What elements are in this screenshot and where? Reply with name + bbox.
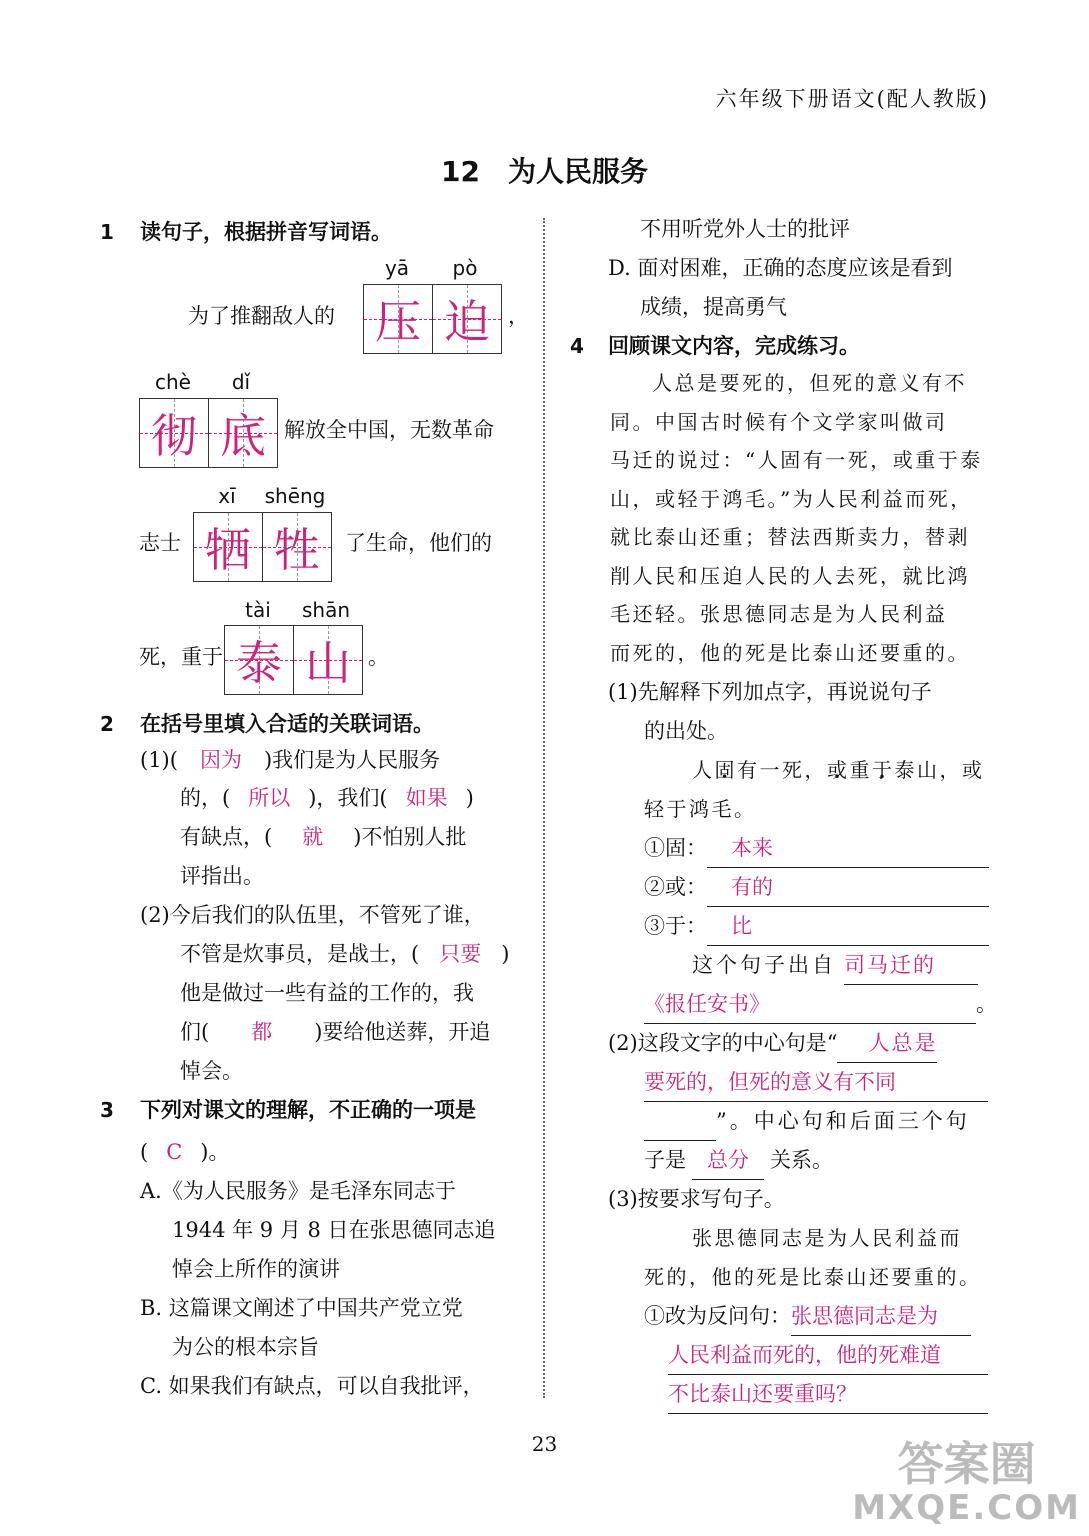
answer-cell: 山 [294,626,362,694]
q1-line3-start: 志士 [139,531,181,555]
q3-title: 下列对课文的理解，不正确的一项是 [140,1098,476,1122]
q3-option-a: A.《为人民服务》是毛泽东同志于 [140,1179,456,1203]
q3-option-b: B. 这篇课文阐述了中国共产党立党 [140,1296,463,1320]
q2-number: 2 [100,712,114,736]
tianzige-grid [363,284,502,354]
pinyin: dǐ [231,370,251,394]
q2-line: 有缺点，( 就 )不怕别人批 [180,825,467,849]
tianzige-grid [193,512,332,582]
lesson-name: 为人民服务 [507,155,648,188]
q4-part2: (2)这段文字的中心句是“ 人总是 [608,1024,937,1063]
q4-part1: (1)先解释下列加点字，再说说句子 [608,680,932,704]
q4-yu: ③于： 比 [644,907,989,946]
q1-line4-start: 死，重于 [139,645,223,669]
passage-line: 同。中国古时候有个文学家叫做司 [610,410,948,434]
q4-rewrite: 人民利益而死的，他的死难道 [668,1336,988,1375]
q4-huo: ②或： 有的 [644,868,989,907]
passage-line: 削人民和压迫人民的人去死，就比鸿 [610,564,970,588]
answer-cell: 牲 [263,513,331,581]
answer-cell: 牺 [194,513,263,581]
q3-option-a: 1944 年 9 月 8 日在张思德同志追 [172,1218,496,1242]
q2-title: 在括号里填入合适的关联词语。 [140,712,434,736]
q3-option-d: D. 面对困难，正确的态度应该是看到 [608,256,953,280]
answer-cell: 泰 [225,626,294,694]
q4-title: 回顾课文内容，完成练习。 [608,334,860,358]
answer-cell: 底 [209,399,277,467]
q3-option-d: 成绩，提高勇气 [640,295,787,319]
q2-line: 评指出。 [180,864,264,888]
passage-line: 马迁的说过：“人固有一死，或重于泰 [610,448,983,472]
q4-rewrite: ①改为反问句：张思德同志是为 [644,1297,971,1336]
q4-part1: 的出处。 [644,719,728,743]
q4-part2: ”。中心句和后面三个句 [644,1102,970,1141]
pinyin: yā [384,256,410,280]
pinyin: shān [301,598,351,622]
q1-number: 1 [100,220,114,244]
q1-line1-text: 为了推翻敌人的 [188,304,335,328]
q1-title: 读句子，根据拼音写词语。 [140,220,392,244]
q3-option-a: 悼会上所作的演讲 [172,1257,340,1281]
passage-line: 而死的，他的死是比泰山还要重的。 [610,641,970,665]
q3-option-c: 不用听党外人士的批评 [640,217,850,241]
q4-number: 4 [570,334,584,358]
q3-option-c: C. 如果我们有缺点，可以自我批评， [140,1374,484,1398]
watermark-logo: 答案圈 MXQE.COM [852,1437,1081,1528]
page-number: 23 [531,1432,558,1456]
q2-line: (2)今后我们的队伍里，不管死了谁， [140,903,485,927]
book-title: 六年级下册语文(配人教版) [715,87,989,111]
q4-quote: 轻于鸿毛。 [644,797,757,821]
q4-part2: 子是 总分 关系。 [644,1141,833,1180]
passage-line: 山，或轻于鸿毛。”为人民利益而死， [610,487,973,511]
q4-quote: 张思德同志是为人民利益而 [692,1226,962,1250]
q2-line: 他是做过一些有益的工作的，我 [180,981,474,1005]
column-divider [543,218,545,1398]
q4-gu: ①固： 本来 [644,829,989,868]
q1-line4-end: 。 [368,645,389,669]
tianzige-grid [224,625,363,695]
lesson-number: 12 [441,155,480,188]
answer-cell: 迫 [433,285,501,353]
q2-line: 不管是炊事员，是战士，( 只要 ) [180,942,510,966]
q4-source: 《报任安书》 。 [644,985,997,1024]
q3-answer-line: ( C )。 [140,1140,230,1164]
passage-line: 毛还轻。张思德同志是为人民利益 [610,602,948,626]
q2-line: 的，( 所以 )，我们( 如果 ) [180,786,474,810]
q4-quote: 死的，他的死是比泰山还要重的。 [644,1265,982,1289]
lesson-title [0,150,1089,190]
q4-quote: 人固有一死，或重于泰山，或 [692,758,985,782]
q2-line: 悼会。 [180,1059,243,1083]
passage-line: 人总是要死的，但死的意义有不 [652,371,967,395]
q4-part3: (3)按要求写句子。 [608,1187,785,1211]
pinyin: shēng [264,484,326,508]
passage-line: 就比泰山还重；替法西斯卖力，替剥 [610,525,970,549]
q4-source: 这个句子出自 司马迁的 [692,946,978,985]
q3-number: 3 [100,1098,114,1122]
answer-cell: 彻 [140,399,209,467]
q4-part2: 要死的，但死的意义有不同 [644,1063,988,1102]
q1-line3-text: 了生命，他们的 [345,531,492,555]
pinyin: xī [218,484,236,508]
pinyin: pò [452,256,478,280]
q2-line: 们( 都 )要给他送葬，开追 [180,1020,491,1044]
pinyin: tài [245,598,271,622]
tianzige-grid [139,398,278,468]
answer-cell: 压 [364,285,433,353]
q3-option-b: 为公的根本宗旨 [172,1335,319,1359]
q1-line2-text: 解放全中国，无数革命 [284,418,494,442]
q4-rewrite: 不比泰山还要重吗？ [668,1375,988,1414]
q1-line1-end: ， [508,304,529,328]
pinyin: chè [155,370,191,394]
q2-line: (1)( 因为 )我们是为人民服务 [140,748,441,772]
